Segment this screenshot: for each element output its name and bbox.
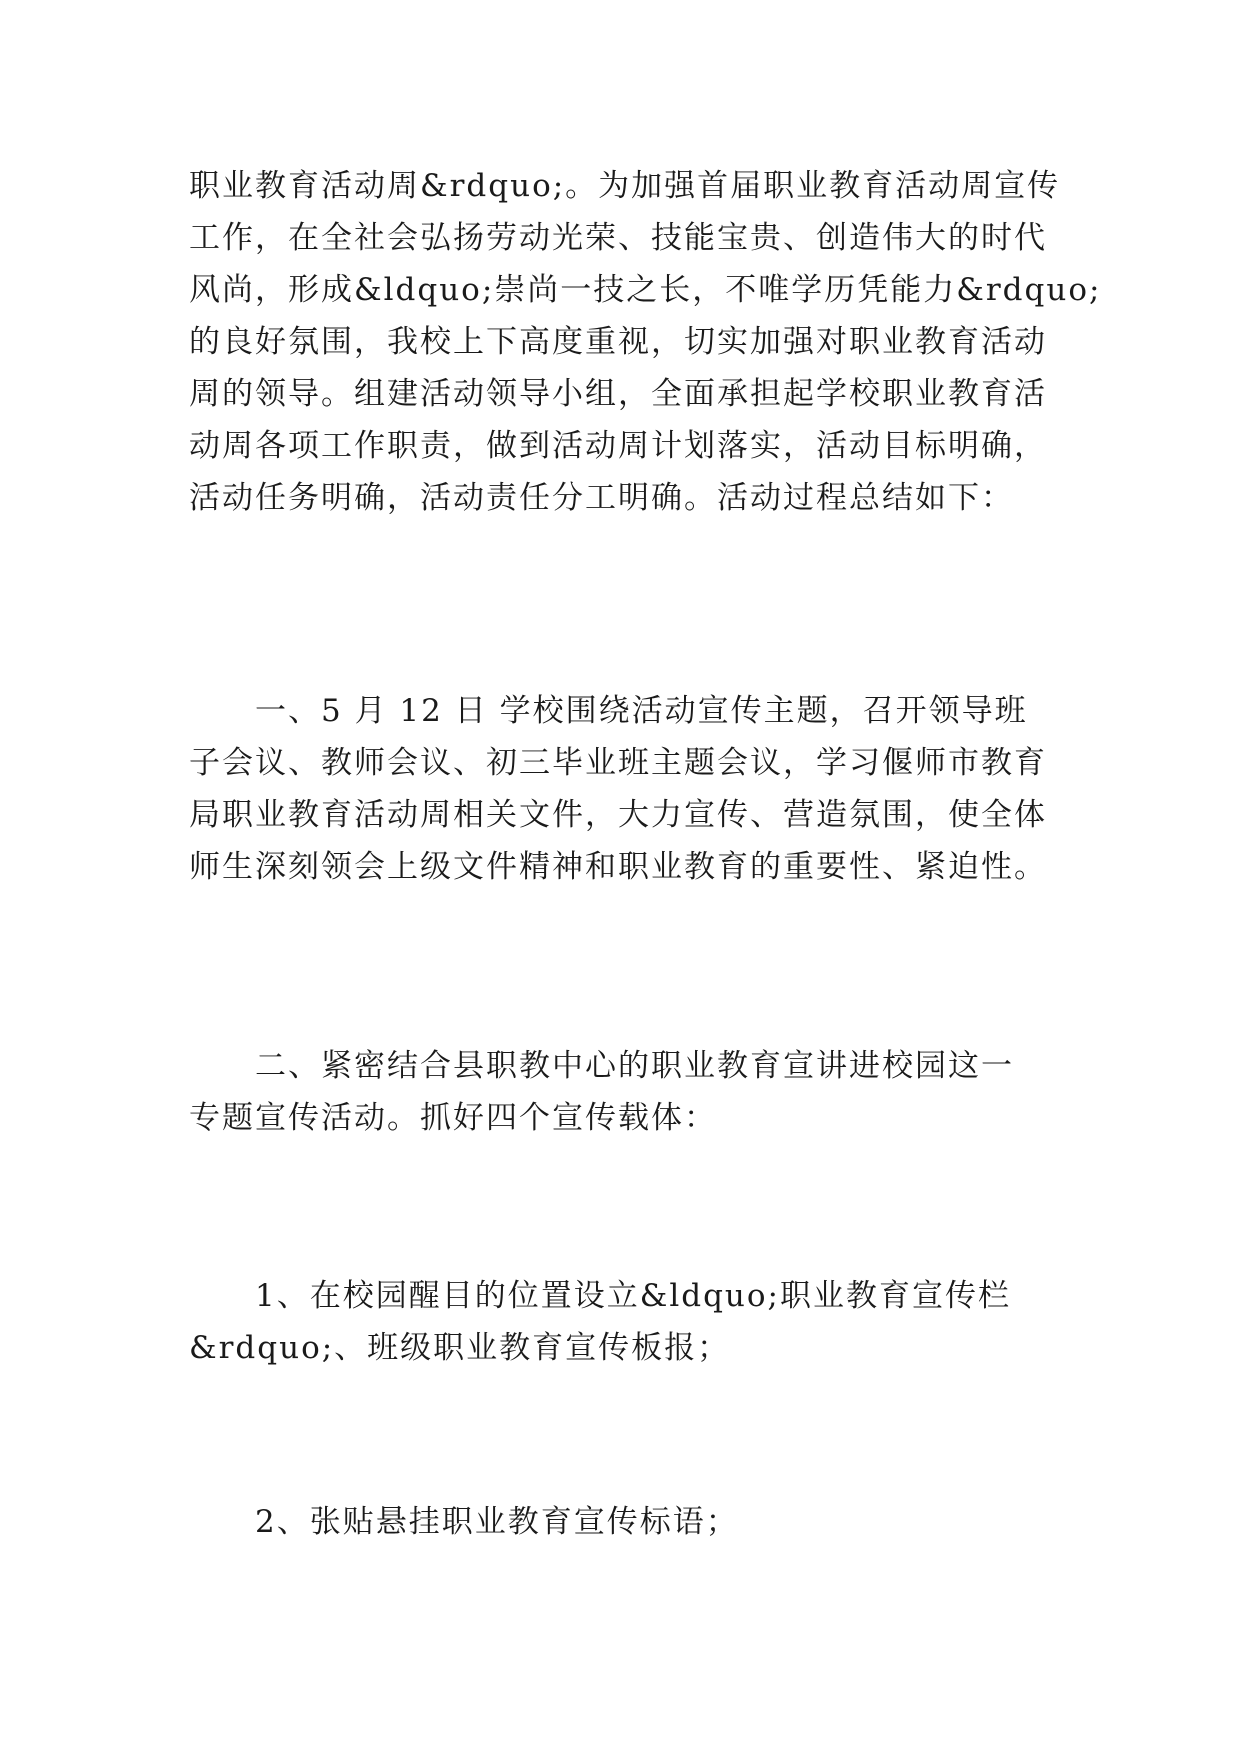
text-line: 二、紧密结合县职教中心的职业教育宣讲进校园这一 bbox=[189, 1048, 1014, 1084]
text-line: 2、张贴悬挂职业教育宣传标语； bbox=[189, 1504, 739, 1540]
text-line: 工作，在全社会弘扬劳动光荣、技能宝贵、创造伟大的时代 bbox=[189, 220, 1047, 256]
paragraph-item-one bbox=[189, 1270, 1069, 1374]
text-line: 的良好氛围，我校上下高度重视，切实加强对职业教育活动 bbox=[189, 324, 1047, 360]
text-line: 专题宣传活动。抓好四个宣传载体： bbox=[189, 1100, 717, 1136]
text-line: 局职业教育活动周相关文件，大力宣传、营造氛围，使全体 bbox=[189, 797, 1047, 833]
paragraph-section-two bbox=[189, 1040, 1069, 1144]
paragraph-intro bbox=[189, 160, 1102, 524]
text-line: 动周各项工作职责，做到活动周计划落实，活动目标明确， bbox=[189, 428, 1047, 464]
paragraph-item-two bbox=[189, 1496, 1069, 1548]
text-line: 风尚，形成&ldquo;崇尚一技之长，不唯学历凭能力&rdquo; bbox=[189, 272, 1102, 308]
text-line: 师生深刻领会上级文件精神和职业教育的重要性、紧迫性。 bbox=[189, 849, 1047, 885]
text-line: 活动任务明确，活动责任分工明确。活动过程总结如下： bbox=[189, 480, 1014, 516]
text-line: 周的领导。组建活动领导小组，全面承担起学校职业教育活 bbox=[189, 376, 1047, 412]
text-line: 子会议、教师会议、初三毕业班主题会议，学习偃师市教育 bbox=[189, 745, 1047, 781]
text-line: 一、5 月 12 日 学校围绕活动宣传主题，召开领导班 bbox=[189, 693, 1028, 729]
text-line: 职业教育活动周&rdquo;。为加强首届职业教育活动周宣传 bbox=[189, 168, 1061, 204]
text-line: 1、在校园醒目的位置设立&ldquo;职业教育宣传栏 bbox=[189, 1278, 1011, 1314]
text-line: &rdquo;、班级职业教育宣传板报； bbox=[189, 1330, 731, 1366]
paragraph-section-one bbox=[189, 685, 1069, 893]
